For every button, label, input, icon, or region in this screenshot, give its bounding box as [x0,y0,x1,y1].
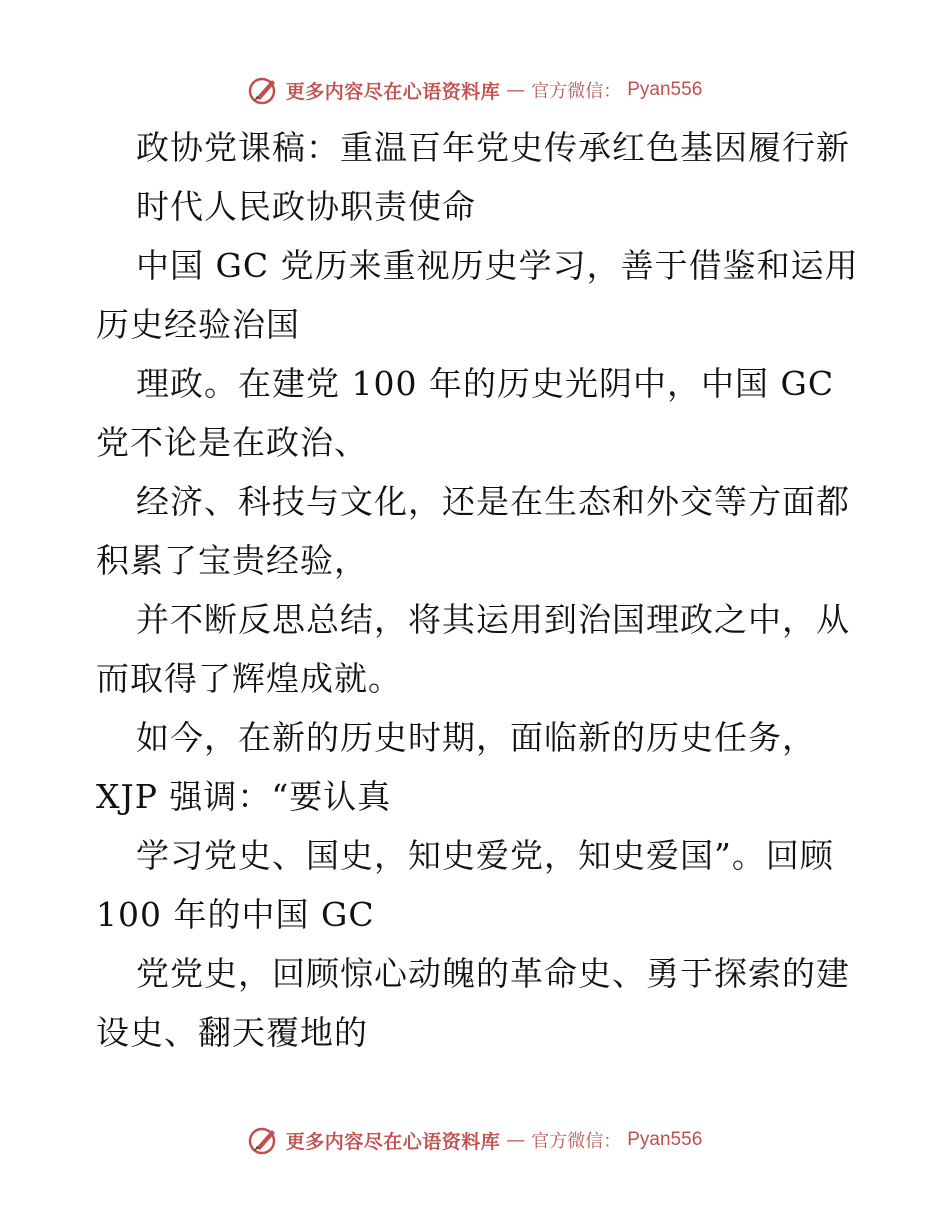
quill-logo-icon [248,74,280,106]
paragraph-line: 并不断反思总结，将其运用到治国理政之中，从 [136,600,850,639]
paragraph-line: 设史、翻天覆地的 [96,1013,368,1052]
paragraph-line: 学习党史、国史，知史爱党，知史爱国”。回顾 [136,836,834,875]
paragraph-line: XJP 强调：“要认真 [96,777,392,816]
watermark-wechat-id: Pyan556 [627,1129,703,1150]
paragraph-line: 党党史，回顾惊心动魄的革命史、勇于探索的建 [136,954,850,993]
paragraph-line: 中国 GC 党历来重视历史学习，善于借鉴和运用 [136,246,859,285]
watermark-wechat-id: Pyan556 [627,79,703,100]
title-line-1: 政协党课稿：重温百年党史传承红色基因履行新 [136,128,850,167]
watermark-wechat-label: 官方微信： [531,1131,622,1152]
paragraph-line: 积累了宝贵经验， [96,541,368,580]
header-watermark [0,70,950,110]
paragraph-line: 党不论是在政治、 [96,423,368,462]
paragraph-line: 历史经验治国 [96,305,300,344]
paragraph-line: 如今，在新的历史时期，面临新的历史任务， [136,718,816,757]
quill-logo-icon [248,1124,280,1156]
paragraph-line: 而取得了辉煌成就。 [96,659,402,698]
watermark-dash: — [506,1129,526,1151]
document-body [96,118,859,1062]
title-line-2: 时代人民政协职责使命 [136,187,476,226]
paragraph-line: 理政。在建党 100 年的历史光阴中，中国 GC [136,364,835,403]
paragraph-line: 经济、科技与文化，还是在生态和外交等方面都 [136,482,850,521]
watermark-main-text: 更多内容尽在心语资料库 [285,80,501,103]
footer-watermark [0,1120,950,1160]
watermark-wechat-label: 官方微信： [531,81,622,102]
watermark-main-text: 更多内容尽在心语资料库 [285,1130,501,1153]
watermark-dash: — [506,79,526,101]
paragraph-line: 100 年的中国 GC [96,895,375,934]
